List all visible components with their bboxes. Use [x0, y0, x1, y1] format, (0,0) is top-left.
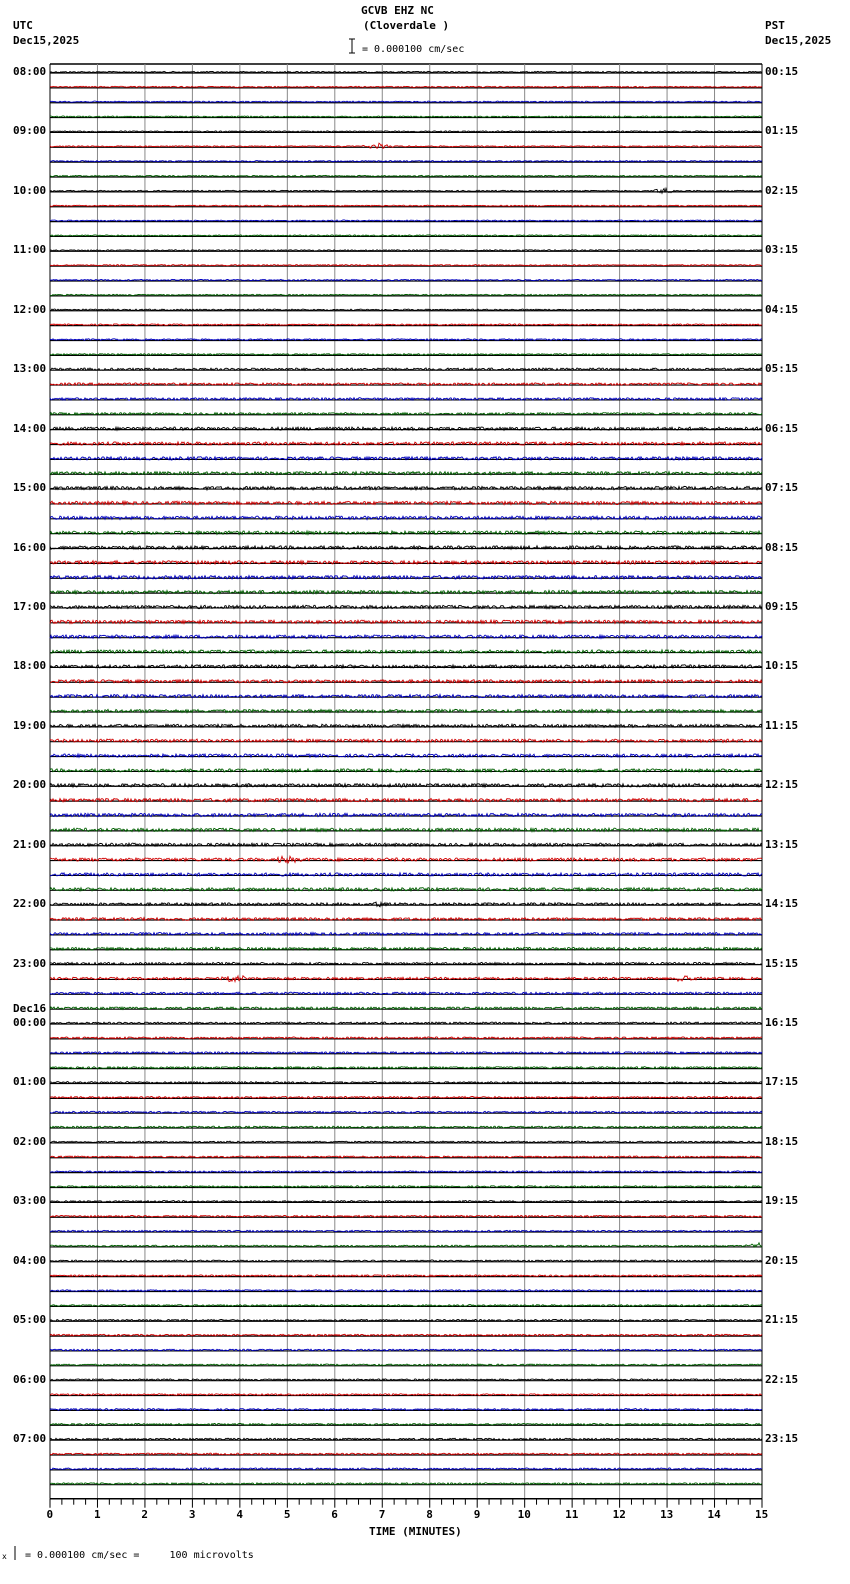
x-tick-label: 4: [236, 1507, 243, 1521]
pst-hour-label: 15:15: [765, 956, 799, 970]
utc-hour-label: 07:00: [13, 1432, 47, 1446]
utc-hour-label: 16:00: [13, 540, 47, 554]
x-tick-label: 2: [141, 1507, 149, 1521]
trace-line: [50, 976, 762, 982]
utc-hour-label: 11:00: [13, 243, 47, 257]
utc-hour-label: 03:00: [13, 1194, 47, 1208]
x-axis-label: TIME (MINUTES): [369, 1525, 462, 1538]
pst-hour-label: 17:15: [765, 1075, 799, 1089]
pst-hour-label: 05:15: [765, 362, 799, 376]
pst-hour-label: 14:15: [765, 897, 799, 911]
utc-label: UTC: [13, 19, 33, 32]
utc-hour-label: 19:00: [13, 718, 47, 732]
pst-hour-label: 10:15: [765, 659, 799, 673]
utc-hour-label: 14:00: [13, 421, 47, 435]
utc-hour-label: 01:00: [13, 1075, 47, 1089]
footer-scale-text: = 0.000100 cm/sec = 100 microvolts: [25, 1550, 254, 1561]
pst-hour-label: 21:15: [765, 1313, 799, 1327]
x-tick-label: 5: [283, 1507, 291, 1521]
x-tick-label: 3: [188, 1507, 196, 1521]
footer-prefix: x: [2, 1552, 7, 1561]
utc-hour-label: 17:00: [13, 599, 47, 613]
pst-hour-label: 22:15: [765, 1372, 799, 1386]
pst-hour-label: 19:15: [765, 1194, 799, 1208]
pst-hour-label: 04:15: [765, 302, 799, 316]
station-title: GCVB EHZ NC: [361, 4, 434, 17]
pst-hour-label: 20:15: [765, 1253, 799, 1267]
trace-line: [50, 561, 762, 564]
pst-hour-label: 16:15: [765, 1016, 799, 1030]
pst-hour-label: 23:15: [765, 1432, 799, 1446]
trace-line: [50, 279, 762, 280]
x-tick-label: 0: [46, 1507, 54, 1521]
x-tick-label: 12: [612, 1507, 626, 1521]
utc-hour-label: 00:00: [13, 1016, 47, 1030]
utc-hour-label: 21:00: [13, 837, 47, 851]
pst-hour-label: 12:15: [765, 778, 799, 792]
x-tick-label: 10: [517, 1507, 531, 1521]
trace-line: [50, 902, 762, 907]
trace-line: [50, 398, 762, 400]
utc-hour-label: 23:00: [13, 956, 47, 970]
pst-hour-label: 08:15: [765, 540, 799, 554]
utc-hour-label: 04:00: [13, 1253, 47, 1267]
pst-hour-label: 13:15: [765, 837, 799, 851]
x-tick-label: 1: [93, 1507, 101, 1521]
pst-date: Dec15,2025: [765, 34, 832, 47]
day-change-label: Dec16: [13, 1002, 47, 1016]
utc-hour-label: 15:00: [13, 481, 47, 495]
pst-hour-label: 07:15: [765, 481, 799, 495]
x-tick-label: 14: [707, 1507, 721, 1521]
x-tick-label: 15: [755, 1507, 769, 1521]
utc-hour-label: 12:00: [13, 302, 47, 316]
trace-line: [50, 235, 762, 236]
utc-hour-label: 20:00: [13, 778, 47, 792]
pst-hour-label: 01:15: [765, 124, 799, 138]
trace-line: [50, 131, 762, 132]
utc-hour-label: 13:00: [13, 362, 47, 376]
utc-hour-label: 02:00: [13, 1134, 47, 1148]
pst-hour-label: 11:15: [765, 718, 799, 732]
utc-hour-label: 09:00: [13, 124, 47, 138]
trace-line: [50, 205, 762, 206]
trace-line: [50, 1201, 762, 1203]
x-tick-label: 6: [331, 1507, 338, 1521]
pst-hour-label: 06:15: [765, 421, 799, 435]
x-tick-label: 9: [473, 1507, 481, 1521]
pst-hour-label: 18:15: [765, 1134, 799, 1148]
x-tick-label: 7: [378, 1507, 386, 1521]
pst-hour-label: 00:15: [765, 65, 799, 78]
trace-line: [50, 71, 762, 72]
pst-label: PST: [765, 19, 785, 32]
x-tick-label: 11: [565, 1507, 579, 1521]
trace-line: [50, 324, 762, 325]
utc-hour-label: 06:00: [13, 1372, 47, 1386]
utc-hour-label: 18:00: [13, 659, 47, 673]
pst-hour-label: 03:15: [765, 243, 799, 257]
utc-hour-label: 10:00: [13, 183, 47, 197]
utc-hour-label: 08:00: [13, 65, 47, 78]
x-tick-label: 13: [660, 1507, 674, 1521]
pst-hour-label: 02:15: [765, 183, 799, 197]
pst-hour-label: 09:15: [765, 599, 799, 613]
trace-line: [50, 856, 762, 863]
scale-text: = 0.000100 cm/sec: [362, 44, 465, 55]
station-location: (Cloverdale ): [363, 19, 450, 32]
utc-hour-label: 22:00: [13, 897, 47, 911]
utc-hour-label: 05:00: [13, 1313, 47, 1327]
utc-date: Dec15,2025: [13, 34, 80, 47]
x-tick-label: 8: [426, 1507, 433, 1521]
